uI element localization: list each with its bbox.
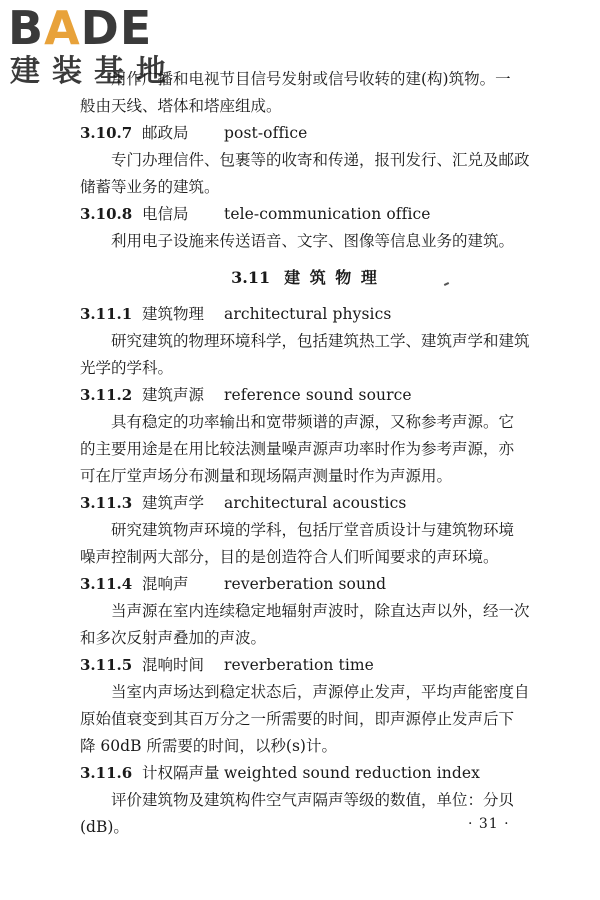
logo-subtitle: 建装基地	[10, 54, 178, 89]
term-entry	[80, 201, 530, 228]
term-chinese: 电信局	[142, 205, 189, 223]
section-title: 建 筑 物 理	[284, 268, 379, 287]
paragraph-line: 当声源在室内连续稳定地辐射声波时，除直达声以外，经一次	[111, 602, 530, 620]
paragraph-line: 研究建筑的物理环境科学，包括建筑热工学、建筑声学和建筑	[111, 332, 530, 350]
paragraph-line: 研究建筑物声环境的学科，包括厅堂音质设计与建筑物环境	[111, 521, 515, 539]
logo-wordmark	[8, 2, 152, 54]
paragraph-line: (dB)。	[80, 818, 129, 836]
paragraph-line: 般由天线、塔体和塔座组成。	[80, 97, 282, 115]
paragraph-line: 评价建筑物及建筑构件空气声隔声等级的数值，单位：分贝	[111, 791, 515, 809]
term-english: architectural acoustics	[224, 494, 407, 512]
term-entry	[80, 490, 530, 517]
paragraph-line: 具有稳定的功率输出和宽带频谱的声源，又称参考声源。它	[111, 413, 515, 431]
paragraph-line: 和多次反射声叠加的声波。	[80, 629, 267, 647]
term-number: 3.10.8	[80, 205, 133, 223]
page-number: · 31 ·	[468, 816, 510, 832]
paragraph-line: 可在厅堂声场分布测量和现场隔声测量时作为声源用。	[80, 467, 453, 485]
term-english: reverberation sound	[224, 575, 387, 593]
paragraph-line: 专门办理信件、包裹等的收寄和传递，报刊发行、汇兑及邮政	[111, 151, 530, 169]
term-chinese: 建筑物理	[142, 305, 205, 323]
paragraph-line: 利用电子设施来传送语音、文字、图像等信息业务的建筑。	[111, 232, 515, 250]
term-entry	[80, 760, 530, 787]
paragraph-line: 的主要用途是在用比较法测量噪声源声功率时作为参考声源，亦	[80, 440, 515, 458]
term-english: post-office	[224, 124, 308, 142]
term-number: 3.11.3	[80, 494, 133, 512]
term-number: 3.11.2	[80, 386, 133, 404]
paragraph-line: 用作广播和电视节目信号发射或信号收转的建(构)筑物。一	[111, 70, 511, 88]
term-english: tele-communication office	[224, 205, 431, 223]
paragraph-line: 降 60dB 所需要的时间，以秒(s)计。	[80, 737, 337, 755]
term-number: 3.10.7	[80, 124, 133, 142]
term-english: reverberation time	[224, 656, 374, 674]
paragraph-line: 光学的学科。	[80, 359, 174, 377]
paragraph-line: 当室内声场达到稳定状态后，声源停止发声，平均声能密度自	[111, 683, 530, 701]
term-english: reference sound source	[224, 386, 412, 404]
term-chinese: 混响声	[142, 575, 189, 593]
section-heading	[80, 255, 530, 301]
term-number: 3.11.5	[80, 656, 133, 674]
term-english: architectural physics	[224, 305, 392, 323]
section-number: 3.11	[231, 268, 271, 287]
term-chinese: 计权隔声量	[142, 764, 220, 782]
term-entry	[80, 301, 530, 328]
term-number: 3.11.4	[80, 575, 133, 593]
term-english: weighted sound reduction index	[224, 764, 481, 782]
paragraph-line: 原始值衰变到其百万分之一所需要的时间，即声源停止发声后下	[80, 710, 515, 728]
term-number: 3.11.6	[80, 764, 133, 782]
term-entry	[80, 382, 530, 409]
term-entry	[80, 571, 530, 598]
paragraph-line: 储蓄等业务的建筑。	[80, 178, 220, 196]
paragraph-line: 噪声控制两大部分，目的是创造符合人们听闻要求的声环境。	[80, 548, 499, 566]
term-entry	[80, 652, 530, 679]
logo-word-text: BADE	[8, 1, 153, 55]
term-number: 3.11.1	[80, 305, 133, 323]
term-chinese: 邮政局	[142, 124, 189, 142]
term-chinese: 建筑声学	[142, 494, 205, 512]
term-chinese: 混响时间	[142, 656, 205, 674]
document-body	[80, 66, 530, 841]
term-chinese: 建筑声源	[142, 386, 205, 404]
term-entry	[80, 120, 530, 147]
